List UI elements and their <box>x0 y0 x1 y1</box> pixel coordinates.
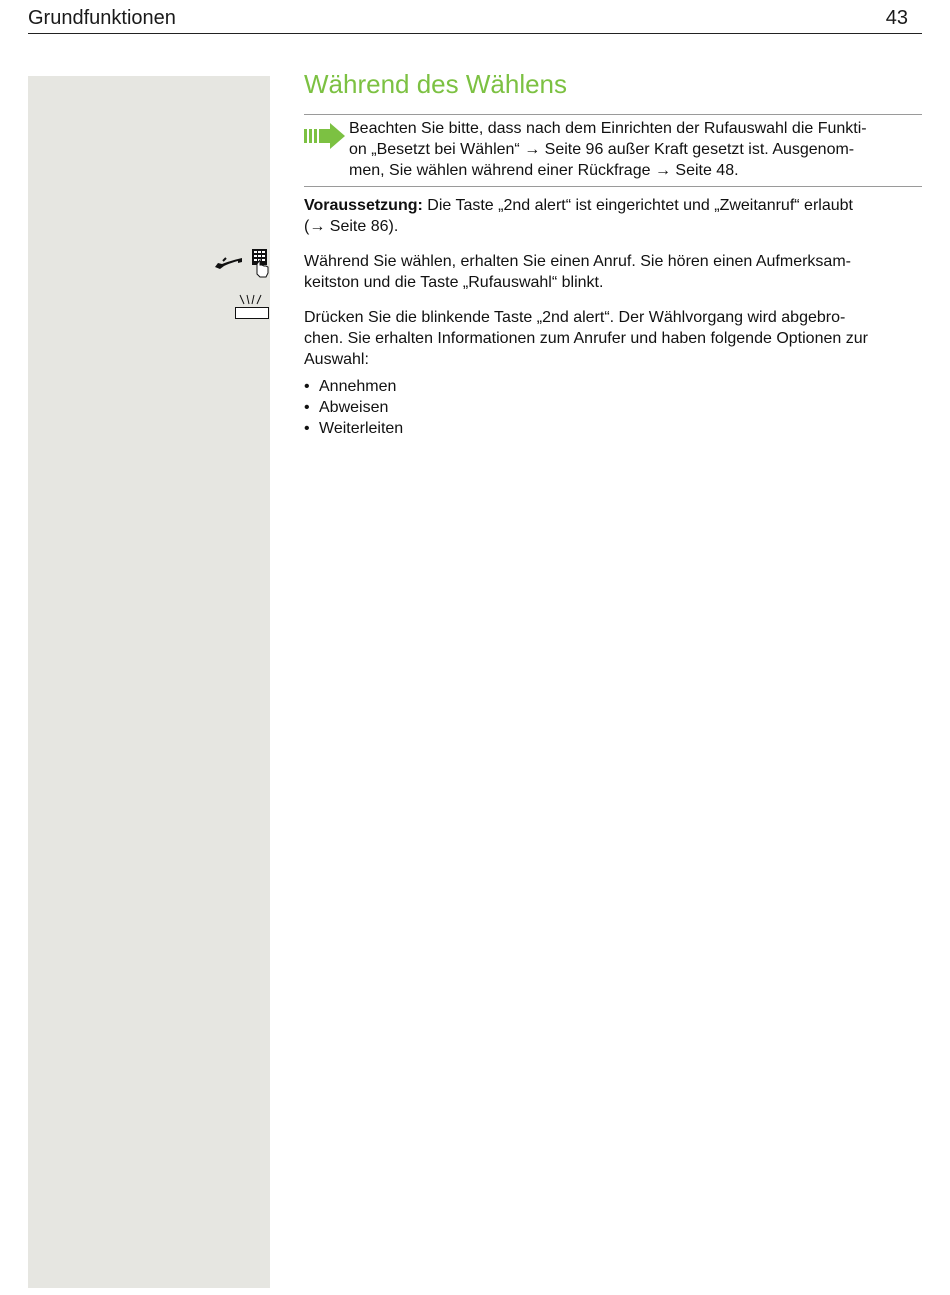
bullet: • <box>304 378 310 395</box>
bullet: • <box>304 420 310 437</box>
list-item <box>304 376 922 397</box>
keypad-icon <box>252 249 268 277</box>
prerequisite-label: Voraussetzung: <box>304 197 423 214</box>
blinking-key-icon <box>232 294 272 322</box>
step-line: Während Sie wählen, erhalten Sie einen Anruf. Sie hören einen Aufmerksam- <box>304 253 851 270</box>
handset-keypad-icons <box>212 247 276 279</box>
step-incoming-call <box>304 251 922 293</box>
arrow-note-icon <box>304 123 346 149</box>
option-label: Annehmen <box>319 378 397 395</box>
options-list <box>304 376 922 439</box>
note-box <box>304 114 922 187</box>
prerequisite-text: Die Taste „2nd alert“ ist eingerichtet und „Zweitanruf“ erlaubt <box>422 197 853 214</box>
step-line: Drücken Sie die blinkende Taste „2nd alert“. Der Wählvorgang wird abgebro- <box>304 309 846 326</box>
note-line: Beachten Sie bitte, dass nach dem Einrichten der Rufauswahl die Funkti- <box>349 120 867 137</box>
page-title: Während des Wählens <box>304 69 568 99</box>
step-line: keitston und die Taste „Rufauswahl“ blinkt. <box>304 274 604 291</box>
page-header <box>28 0 922 34</box>
note-line: on „Besetzt bei Wählen“ → Seite 96 außer Kraft gesetzt ist. Ausgenom- <box>349 141 855 158</box>
step-press-key <box>304 307 922 370</box>
bullet: • <box>304 399 310 416</box>
note-line: men, Sie wählen während einer Rückfrage → Seite 48. <box>349 162 739 179</box>
option-label: Weiterleiten <box>319 420 404 437</box>
list-item <box>304 418 922 439</box>
handset-lifted-icon <box>215 258 242 269</box>
option-label: Abweisen <box>319 399 389 416</box>
step-line: chen. Sie erhalten Informationen zum Anrufer und haben folgende Optionen zur <box>304 330 868 347</box>
prerequisite <box>304 195 922 237</box>
prerequisite-text: (→ Seite 86). <box>304 218 399 235</box>
page-number: 43 <box>885 7 908 29</box>
list-item <box>304 397 922 418</box>
step-line: Auswahl: <box>304 351 369 368</box>
content-column <box>304 68 922 439</box>
section-name: Grundfunktionen <box>28 7 176 29</box>
